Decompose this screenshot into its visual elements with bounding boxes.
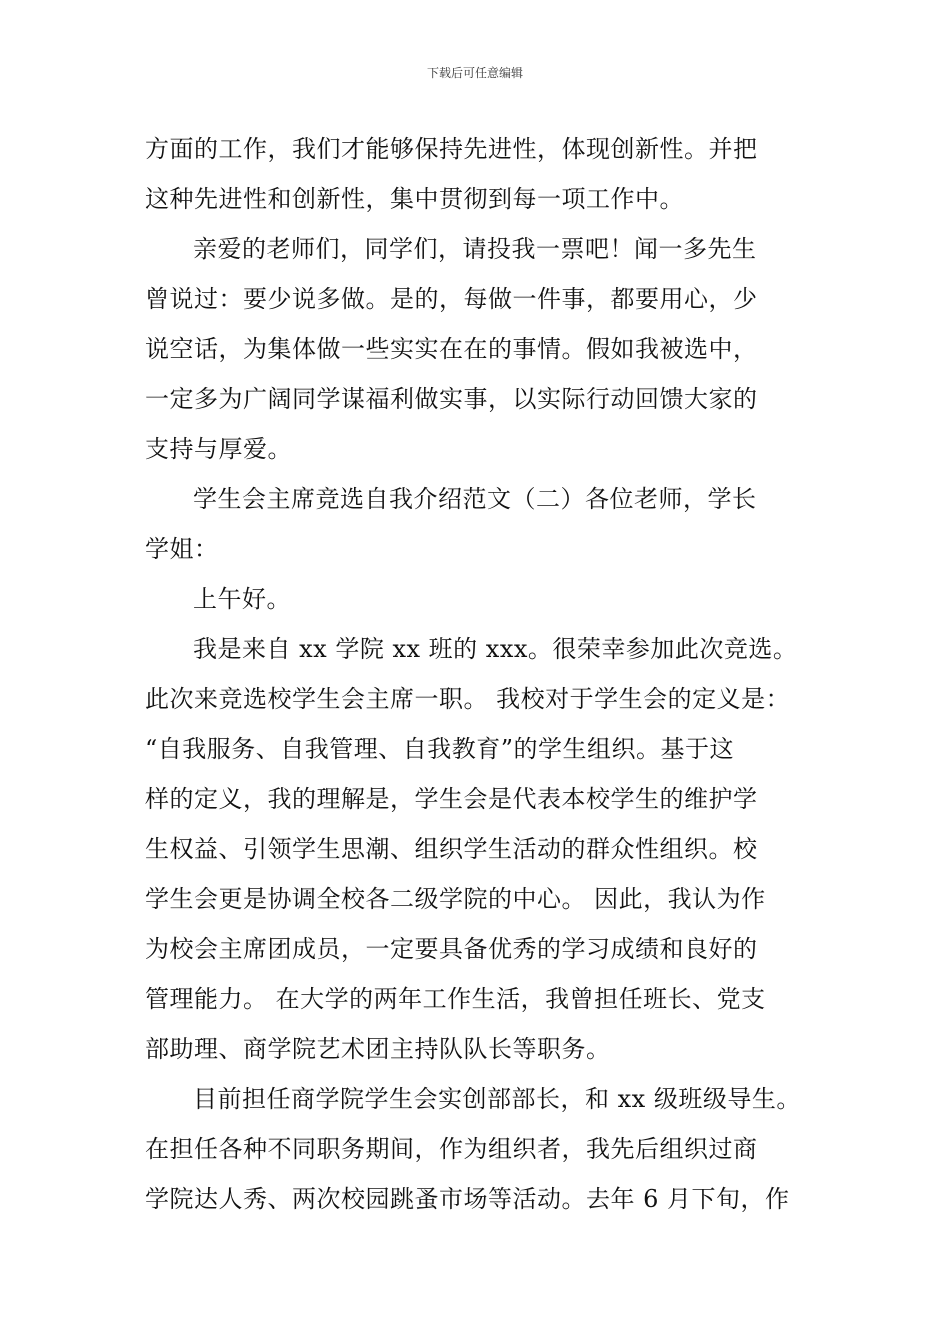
text-line: 部助理、商学院艺术团主持队队长等职务。: [145, 1035, 611, 1063]
text-line: 在担任各种不同职务期间，作为组织者，我先后组织过商: [145, 1135, 758, 1163]
text-line: 亲爱的老师们，同学们，请投我一票吧！闻一多先生: [193, 235, 757, 263]
document-body: [145, 124, 825, 1224]
text-line: 一定多为广阔同学谋福利做实事，以实际行动回馈大家的: [145, 385, 758, 413]
text-line: 学院达人秀、两次校园跳蚤市场等活动。去年 6 月下旬，作: [145, 1185, 790, 1213]
text-line: 管理能力。 在大学的两年工作生活，我曾担任班长、党支: [145, 985, 766, 1013]
text-line: 此次来竞选校学生会主席一职。 我校对于学生会的定义是：: [145, 685, 791, 713]
text-line: 说空话，为集体做一些实实在在的事情。假如我被选中，: [145, 335, 758, 363]
page-header: 下载后可任意编辑: [426, 66, 523, 80]
text-line: 学生会主席竞选自我介绍范文（二）各位老师，学长: [193, 485, 757, 513]
text-line: “自我服务、自我管理、自我教育”的学生组织。基于这: [145, 735, 735, 763]
text-line: 曾说过：要少说多做。是的，每做一件事，都要用心，少: [145, 285, 758, 313]
text-line: 支持与厚爱。: [145, 435, 292, 463]
text-line: 目前担任商学院学生会实创部部长，和 xx 级班级导生。: [193, 1085, 801, 1113]
text-line: 方面的工作，我们才能够保持先进性，体现创新性。并把: [145, 135, 758, 163]
text-line: 这种先进性和创新性，集中贯彻到每一项工作中。: [145, 185, 684, 213]
text-line: 学姐：: [145, 535, 219, 563]
text-line: 上午好。: [193, 585, 291, 613]
text-line: 为校会主席团成员，一定要具备优秀的学习成绩和良好的: [145, 935, 758, 963]
text-line: 生权益、引领学生思潮、组织学生活动的群众性组织。校: [145, 835, 758, 863]
text-line: 学生会更是协调全校各二级学院的中心。 因此，我认为作: [145, 885, 766, 913]
text-line: 我是来自 xx 学院 xx 班的 xxx。很荣幸参加此次竞选。: [193, 635, 798, 663]
text-line: 样的定义，我的理解是，学生会是代表本校学生的维护学: [145, 785, 758, 813]
